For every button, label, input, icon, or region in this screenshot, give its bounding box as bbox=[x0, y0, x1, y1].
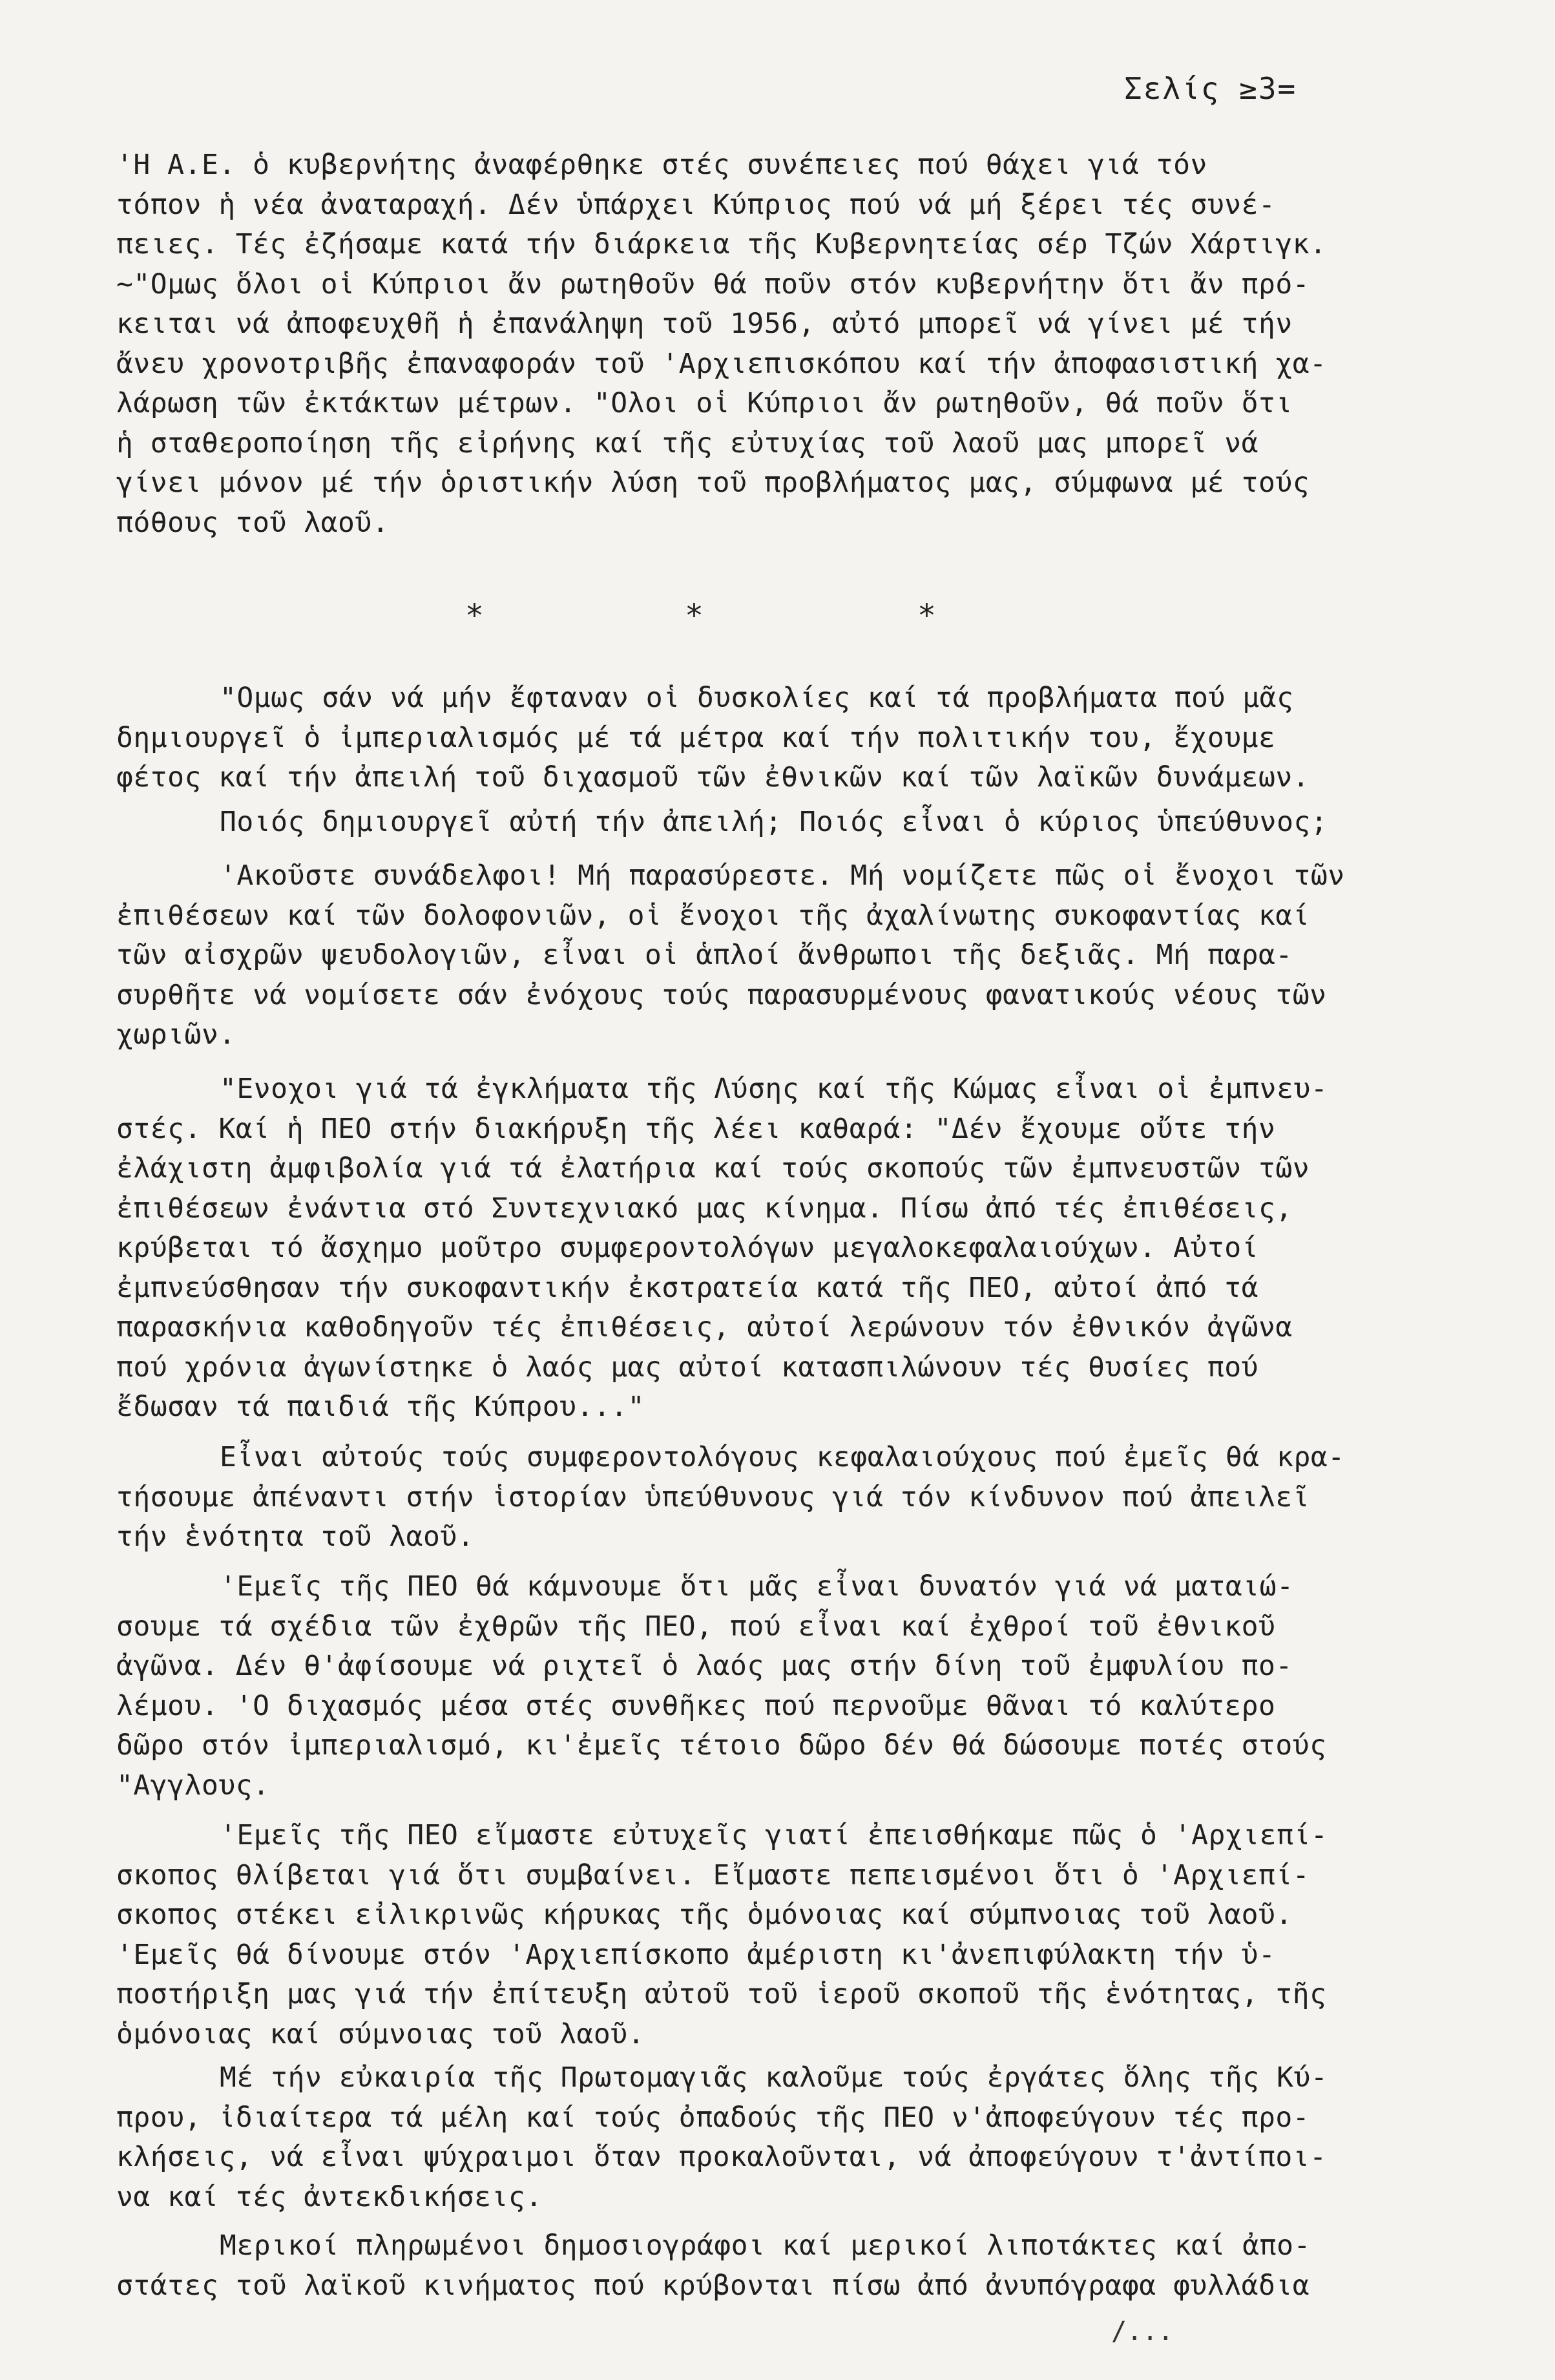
separator-star: * bbox=[465, 598, 484, 634]
paragraph-8: 'Εμεῖς τῆς ΠΕΟ εἴμαστε εὐτυχεῖς γιατί ἐπεισθήκαμε πῶς ὁ 'Αρχιεπί- σκοπος θλίβεται γιά ὅτι συμβαίνει. Εἴμαστε πεπεισμένοι ὅτι ὁ 'Αρχιεπί- σκοπος στέκει εἰλικρινῶς κήρυκας τῆς ὁμόνοιας καί σύμπνοιας τοῦ λαοῦ. 'Εμεῖς θά δίνουμε στόν 'Αρχιεπίσκοπο ἀμέριστη κι'ἀνεπιφύλακτη τήν ὑ- ποστήριξη μας γιά τήν ἐπίτευξη αὐτοῦ τοῦ ἱεροῦ σκοποῦ τῆς ἑνότητας, τῆς ὁμόνοιας καί σύμνοιας τοῦ λαοῦ. bbox=[116, 1819, 1328, 2050]
paragraph-6: Εἶναι αὐτούς τούς συμφεροντολόγους κεφαλαιούχους πού ἐμεῖς θά κρα- τήσουμε ἀπέναντι στήν ἱστορίαν ὑπεύθυνους γιά τόν κίνδυνον πού ἀπειλεῖ τήν ἑνότητα τοῦ λαοῦ. bbox=[116, 1441, 1345, 1553]
paragraph-1: 'Η Α.Ε. ὁ κυβερνήτης ἀναφέρθηκε στές συνέπειες πού θάχει γιά τόν τόπον ἡ νέα ἀναταραχή. Δέν ὑπάρχει Κύπριος πού νά μή ξέρει τές συνέ- πειες. Τές ἐζήσαμε κατά τήν διάρκεια τῆς Κυβερνητείας σέρ Τζών Χάρτιγκ. ~"Ομως ὅλοι οἱ Κύπριοι ἄν ρωτηθοῦν θά ποῦν στόν κυβερνήτην ὅτι ἄν πρό- κειται νά ἀποφευχθῆ ἡ ἐπανάληψη τοῦ 1956, αὐτό μπορεῖ νά γίνει μέ τήν ἄνευ χρονοτριβῆς ἐπαναφοράν τοῦ 'Αρχιεπισκόπου καί τήν ἀποφασιστική χα- λάρωση τῶν ἐκτάκτων μέτρων. "Ολοι οἱ Κύπριοι ἄν ρωτηθοῦν, θά ποῦν ὅτι ἡ σταθεροποίηση τῆς εἰρήνης καί τῆς εὐτυχίας τοῦ λαοῦ μας μπορεῖ νά γίνει μόνον μέ τήν ὁριστικήν λύση τοῦ προβλήματος μας, σύμφωνα μέ τούς πόθους τοῦ λαοῦ. bbox=[116, 149, 1327, 539]
paragraph-3: Ποιός δημιουργεῖ αὐτή τήν ἀπειλή; Ποιός εἶναι ὁ κύριος ὑπεύθυνος; bbox=[220, 806, 1328, 838]
paragraph-9: Μέ τήν εὐκαιρία τῆς Πρωτομαγιᾶς καλοῦμε τούς ἐργάτες ὅλης τῆς Κύ- πρου, ἰδιαίτερα τά μέλη καί τούς ὀπαδούς τῆς ΠΕΟ ν'ἀποφεύγουν τές προ- κλήσεις, νά εἶναι ψύχραιμοι ὅταν προκαλοῦνται, νά ἀποφεύγουν τ'ἀντίποι- να καί τές ἀντεκδικήσεις. bbox=[116, 2061, 1328, 2213]
paragraph-2: "Ομως σάν νά μήν ἔφταναν οἱ δυσκολίες καί τά προβλήματα πού μᾶς δημιουργεῖ ὁ ἰμπεριαλισμός μέ τά μέτρα καί τήν πολιτικήν του, ἔχουμε φέτος καί τήν ἀπειλή τοῦ διχασμοῦ τῶν ἐθνικῶν καί τῶν λαϊκῶν δυνάμεων. bbox=[116, 682, 1310, 794]
separator-star: * bbox=[917, 598, 936, 634]
page-number: Σελίς ≥3= bbox=[1124, 71, 1297, 106]
paragraph-4: 'Ακοῦστε συνάδελφοι! Μή παρασύρεστε. Μή νομίζετε πῶς οἱ ἔνοχοι τῶν ἐπιθέσεων καί τῶν δολοφονιῶν, οἱ ἔνοχοι τῆς ἀχαλίνωτης συκοφαντίας καί τῶν αἰσχρῶν ψευδολογιῶν, εἶναι οἱ ἁπλοί ἄνθρωποι τῆς δεξιᾶς. Μή παρα- συρθῆτε νά νομίσετε σάν ἐνόχους τούς παρασυρμένους φανατικούς νέους τῶν χωριῶν. bbox=[116, 859, 1345, 1051]
continuation-mark: /... bbox=[1111, 2317, 1174, 2346]
paragraph-5: "Ενοχοι γιά τά ἐγκλήματα τῆς Λύσης καί τῆς Κώμας εἶναι οἱ ἐμπνευ- στές. Καί ἡ ΠΕΟ στήν διακήρυξη τῆς λέει καθαρά: "Δέν ἔχουμε οὔτε τήν ἐλάχιστη ἀμφιβολία γιά τά ἐλατήρια καί τούς σκοπούς τῶν ἐμπνευστῶν τῶν ἐπιθέσεων ἐνάντια στό Συντεχνιακό μας κίνημα. Πίσω ἀπό τές ἐπιθέσεις, κρύβεται τό ἄσχημο μοῦτρο συμφεροντολόγων μεγαλοκεφαλαιούχων. Αὐτοί ἐμπνεύσθησαν τήν συκοφαντικήν ἐκστρατεία κατά τῆς ΠΕΟ, αὐτοί ἀπό τά παρασκήνια καθοδηγοῦν τές ἐπιθέσεις, αὐτοί λερώνουν τόν ἐθνικόν ἀγῶνα πού χρόνια ἀγωνίστηκε ὁ λαός μας αὐτοί κατασπιλώνουν τές θυσίες πού ἔδωσαν τά παιδιά τῆς Κύπρου..." bbox=[116, 1073, 1328, 1423]
paragraph-10: Μερικοί πληρωμένοι δημοσιογράφοι καί μερικοί λιποτάκτες καί ἀπο- στάτες τοῦ λαϊκοῦ κινήματος πού κρύβονται πίσω ἀπό ἀνυπόγραφα φυλλάδια bbox=[116, 2229, 1311, 2302]
paragraph-7: 'Εμεῖς τῆς ΠΕΟ θά κάμνουμε ὅτι μᾶς εἶναι δυνατόν γιά νά ματαιώ- σουμε τά σχέδια τῶν ἐχθρῶν τῆς ΠΕΟ, πού εἶναι καί ἐχθροί τοῦ ἐθνικοῦ ἀγῶνα. Δέν θ'ἀφίσουμε νά ριχτεῖ ὁ λαός μας στήν δίνη τοῦ ἐμφυλίου πο- λέμου. 'Ο διχασμός μέσα στές συνθῆκες πού περνοῦμε θᾶναι τό καλύτερο δῶρο στόν ἰμπεριαλισμό, κι'ἐμεῖς τέτοιο δῶρο δέν θά δώσουμε ποτές στούς "Αγγλους. bbox=[116, 1570, 1327, 1802]
separator-star: * bbox=[685, 598, 704, 634]
